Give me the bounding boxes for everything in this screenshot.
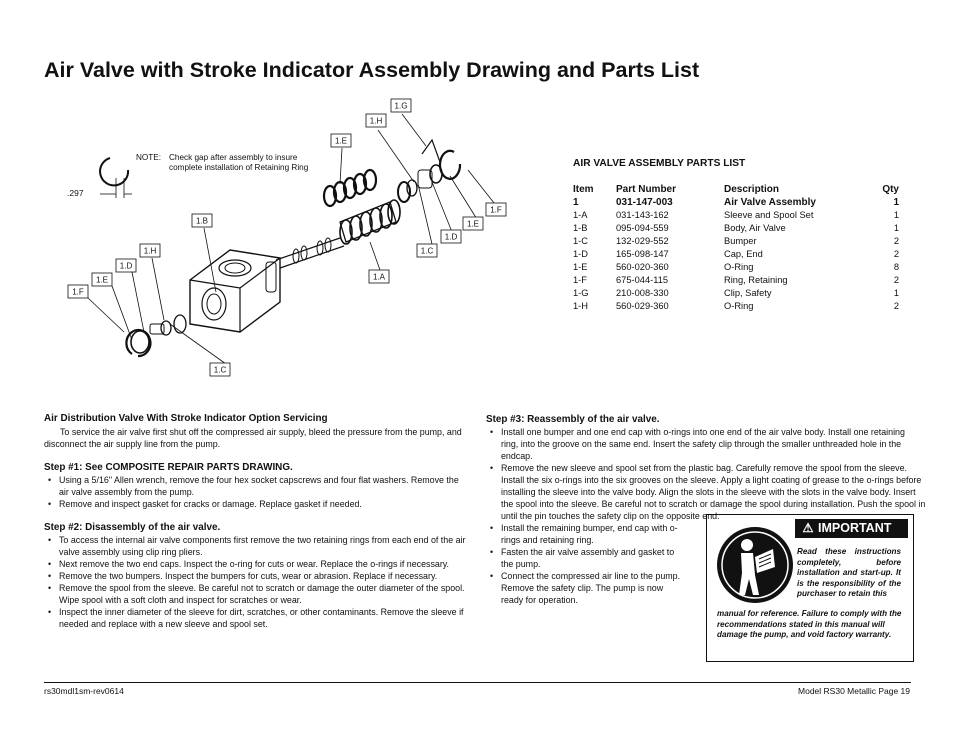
callout-1c-left (210, 363, 230, 376)
callout-1d-right (441, 230, 461, 243)
callout-1f-left (68, 285, 88, 298)
table-row (573, 248, 899, 261)
important-header (795, 519, 908, 538)
servicing-column-left (44, 413, 469, 630)
valve-body (190, 250, 280, 332)
header-qty: Qty (882, 184, 899, 195)
list-item: • Remove and inspect gasket for cracks or damage. Replace gasket if needed. (44, 498, 469, 510)
table-row (573, 209, 899, 222)
svg-text:1.D: 1.D (444, 232, 458, 242)
table-row (573, 235, 899, 248)
parts-list (573, 158, 899, 313)
footer-rule (44, 682, 911, 683)
callout-1h-left (140, 244, 160, 257)
assembly-drawing (40, 92, 560, 392)
table-row (573, 287, 899, 300)
footer-page-label: Model RS30 Metallic Page 19 (798, 686, 910, 696)
svg-text:1.G: 1.G (394, 101, 408, 111)
svg-text:1.C: 1.C (420, 246, 434, 256)
list-item: • Next remove the two end caps. Inspect the o-ring for cuts or wear. Replace the o-rings if necessary. (44, 558, 469, 570)
sleeve (340, 200, 400, 244)
cell-item: 1-C (573, 236, 588, 246)
cell-part-number: 560-029-360 (616, 301, 669, 311)
cell-item: 1-D (573, 249, 588, 259)
callout-1f-right (486, 203, 506, 216)
svg-text:1.B: 1.B (195, 216, 209, 226)
callout-1h-top (366, 114, 386, 127)
cell-qty: 2 (893, 275, 899, 285)
cell-item: 1-A (573, 210, 588, 220)
warning-icon: ⚠ (802, 521, 814, 535)
list-item: • Fasten the air valve assembly and gasket to the pump. (486, 546, 686, 570)
cell-qty: 2 (893, 249, 899, 259)
cell-part-number: 675-044-115 (616, 275, 669, 285)
cell-part-number: 031-143-162 (616, 210, 669, 220)
cell-qty: 1 (893, 223, 899, 233)
callout-1a (369, 270, 389, 283)
cell-description: Body, Air Valve (724, 223, 786, 233)
header-item: Item (573, 184, 594, 195)
cell-part-number: 210-008-330 (616, 288, 669, 298)
callout-1e-top (331, 134, 351, 147)
read-manual-icon (715, 523, 795, 607)
cell-qty: 2 (893, 236, 899, 246)
cell-item: 1-B (573, 223, 588, 233)
step2-heading: Step #2: Disassembly of the air valve. (44, 522, 221, 533)
cell-item: 1 (573, 197, 579, 208)
cell-item: 1-F (573, 275, 587, 285)
list-item: • Connect the compressed air line to the pump. Remove the safety clip. The pump is now ready for operation. (486, 570, 686, 606)
callout-1g (391, 99, 411, 112)
safety-clip (422, 140, 440, 162)
servicing-heading: Air Distribution Valve With Stroke Indicator Option Servicing (44, 413, 328, 424)
list-item: • Remove the new sleeve and spool set from the plastic bag. Carefully remove the spool from the sleeve. Install the six o-rings into the six grooves on the sleeve. Apply a light coating of grease to the o-rings before installing the sleeve into the valve body. Align the slots in the sleeve with the slots in the valve body. Insert the spool into the sleeve. Be careful not to scratch or damage the spool during installation. Push the spool in until the pin touches the safety clip on the opposite end. (486, 462, 926, 522)
cell-item: 1-E (573, 262, 588, 272)
cell-part-number: 560-020-360 (616, 262, 669, 272)
step1-heading: Step #1: See COMPOSITE REPAIR PARTS DRAWING. (44, 462, 293, 473)
list-item: • Using a 5/16" Allen wrench, remove the four hex socket capscrews and four flat washers. Remove the air valve assembly from the pump. (44, 474, 469, 498)
callout-1e-right (463, 217, 483, 230)
list-item: • Remove the two bumpers. Inspect the bumpers for cuts, wear or abrasion. Replace if necessary. (44, 570, 469, 582)
callout-1d-left (116, 259, 136, 272)
callout-1c-right (417, 244, 437, 257)
list-item: • Install the remaining bumper, end cap with o-rings and retaining ring. (486, 522, 686, 546)
table-row (573, 274, 899, 287)
cell-qty: 1 (893, 197, 899, 208)
header-part-number: Part Number (616, 184, 677, 195)
cell-part-number: 165-098-147 (616, 249, 669, 259)
svg-text:1.C: 1.C (213, 365, 227, 375)
note-text: Check gap after assembly to insure complete installation of Retaining Ring (169, 153, 309, 172)
callout-1e-left (92, 273, 112, 286)
header-description: Description (724, 184, 780, 195)
cell-description: O-Ring (724, 262, 754, 272)
svg-text:1.H: 1.H (369, 116, 383, 126)
step3-heading: Step #3: Reassembly of the air valve. (486, 414, 660, 425)
svg-text:1.F: 1.F (490, 205, 502, 215)
parts-row-assembly (573, 196, 899, 209)
table-row (573, 300, 899, 313)
cell-part-number: 031-147-003 (616, 197, 673, 208)
svg-text:1.E: 1.E (466, 219, 480, 229)
cell-description: Sleeve and Spool Set (724, 210, 814, 220)
cell-qty: 8 (893, 262, 899, 272)
page-title: Air Valve with Stroke Indicator Assembly Drawing and Parts List (44, 58, 700, 82)
parts-list-title: AIR VALVE ASSEMBLY PARTS LIST (573, 158, 746, 169)
list-item: • Install one bumper and one end cap with o-rings into one end of the air valve body. Install one retaining ring, into the groove on the same end. Insert the safety clip through the smaller unthreaded hole in the endcap. (486, 426, 911, 462)
cell-description: Clip, Safety (724, 288, 772, 298)
table-row (573, 222, 899, 235)
cell-qty: 1 (893, 288, 899, 298)
table-row (573, 261, 899, 274)
svg-text:1.H: 1.H (143, 246, 157, 256)
list-item: • Remove the spool from the sleeve. Be careful not to scratch or damage the outer diameter of the spool. Wipe spool with a soft cloth and inspect for scratches or wear. (44, 582, 469, 606)
svg-text:1.D: 1.D (119, 261, 133, 271)
cell-item: 1-H (573, 301, 588, 311)
svg-text:1.E: 1.E (334, 136, 348, 146)
footer-doc-code: rs30mdl1sm-rev0614 (44, 686, 124, 696)
note-label: NOTE: (136, 153, 162, 162)
important-text-bottom: manual for reference. Failure to comply with the recommendations stated in this manual will damage the pump, and void factory warranty. (717, 609, 902, 639)
cell-qty: 1 (893, 210, 899, 220)
dimension-label: .297 (67, 188, 84, 198)
important-text-side: Read these instructions completely, before installation and start-up. It is the responsibility of the purchaser to retain this (797, 547, 901, 598)
list-item: • Inspect the inner diameter of the sleeve for dirt, scratches, or other contaminants. Remove the sleeve if needed and replace with a new sleeve and spool set. (44, 606, 469, 630)
step1-list (44, 474, 469, 510)
important-label: IMPORTANT (818, 521, 892, 535)
o-rings-loose (324, 170, 376, 206)
cell-description: Ring, Retaining (724, 275, 788, 285)
svg-text:1.F: 1.F (72, 287, 84, 297)
parts-list-header (573, 183, 899, 196)
servicing-intro: To service the air valve first shut off the compressed air supply, bleed the pressure from the pump, and disconnect the air supply line from the pump. (44, 427, 462, 449)
retaining-ring-right (440, 151, 460, 179)
cell-description: Air Valve Assembly (724, 197, 816, 208)
cell-part-number: 132-029-552 (616, 236, 669, 246)
cell-description: Bumper (724, 236, 757, 246)
cell-description: O-Ring (724, 301, 754, 311)
list-item: • To access the internal air valve components first remove the two retaining rings from each end of the air valve assembly using clip ring pliers. (44, 534, 469, 558)
cell-description: Cap, End (724, 249, 763, 259)
svg-text:1.A: 1.A (372, 272, 386, 282)
spool (276, 238, 344, 268)
cell-item: 1-G (573, 288, 589, 298)
cell-part-number: 095-094-559 (616, 223, 669, 233)
important-notice (706, 514, 914, 662)
svg-text:1.E: 1.E (95, 275, 109, 285)
callout-1b (192, 214, 212, 227)
cell-qty: 2 (893, 301, 899, 311)
step2-list (44, 534, 469, 630)
